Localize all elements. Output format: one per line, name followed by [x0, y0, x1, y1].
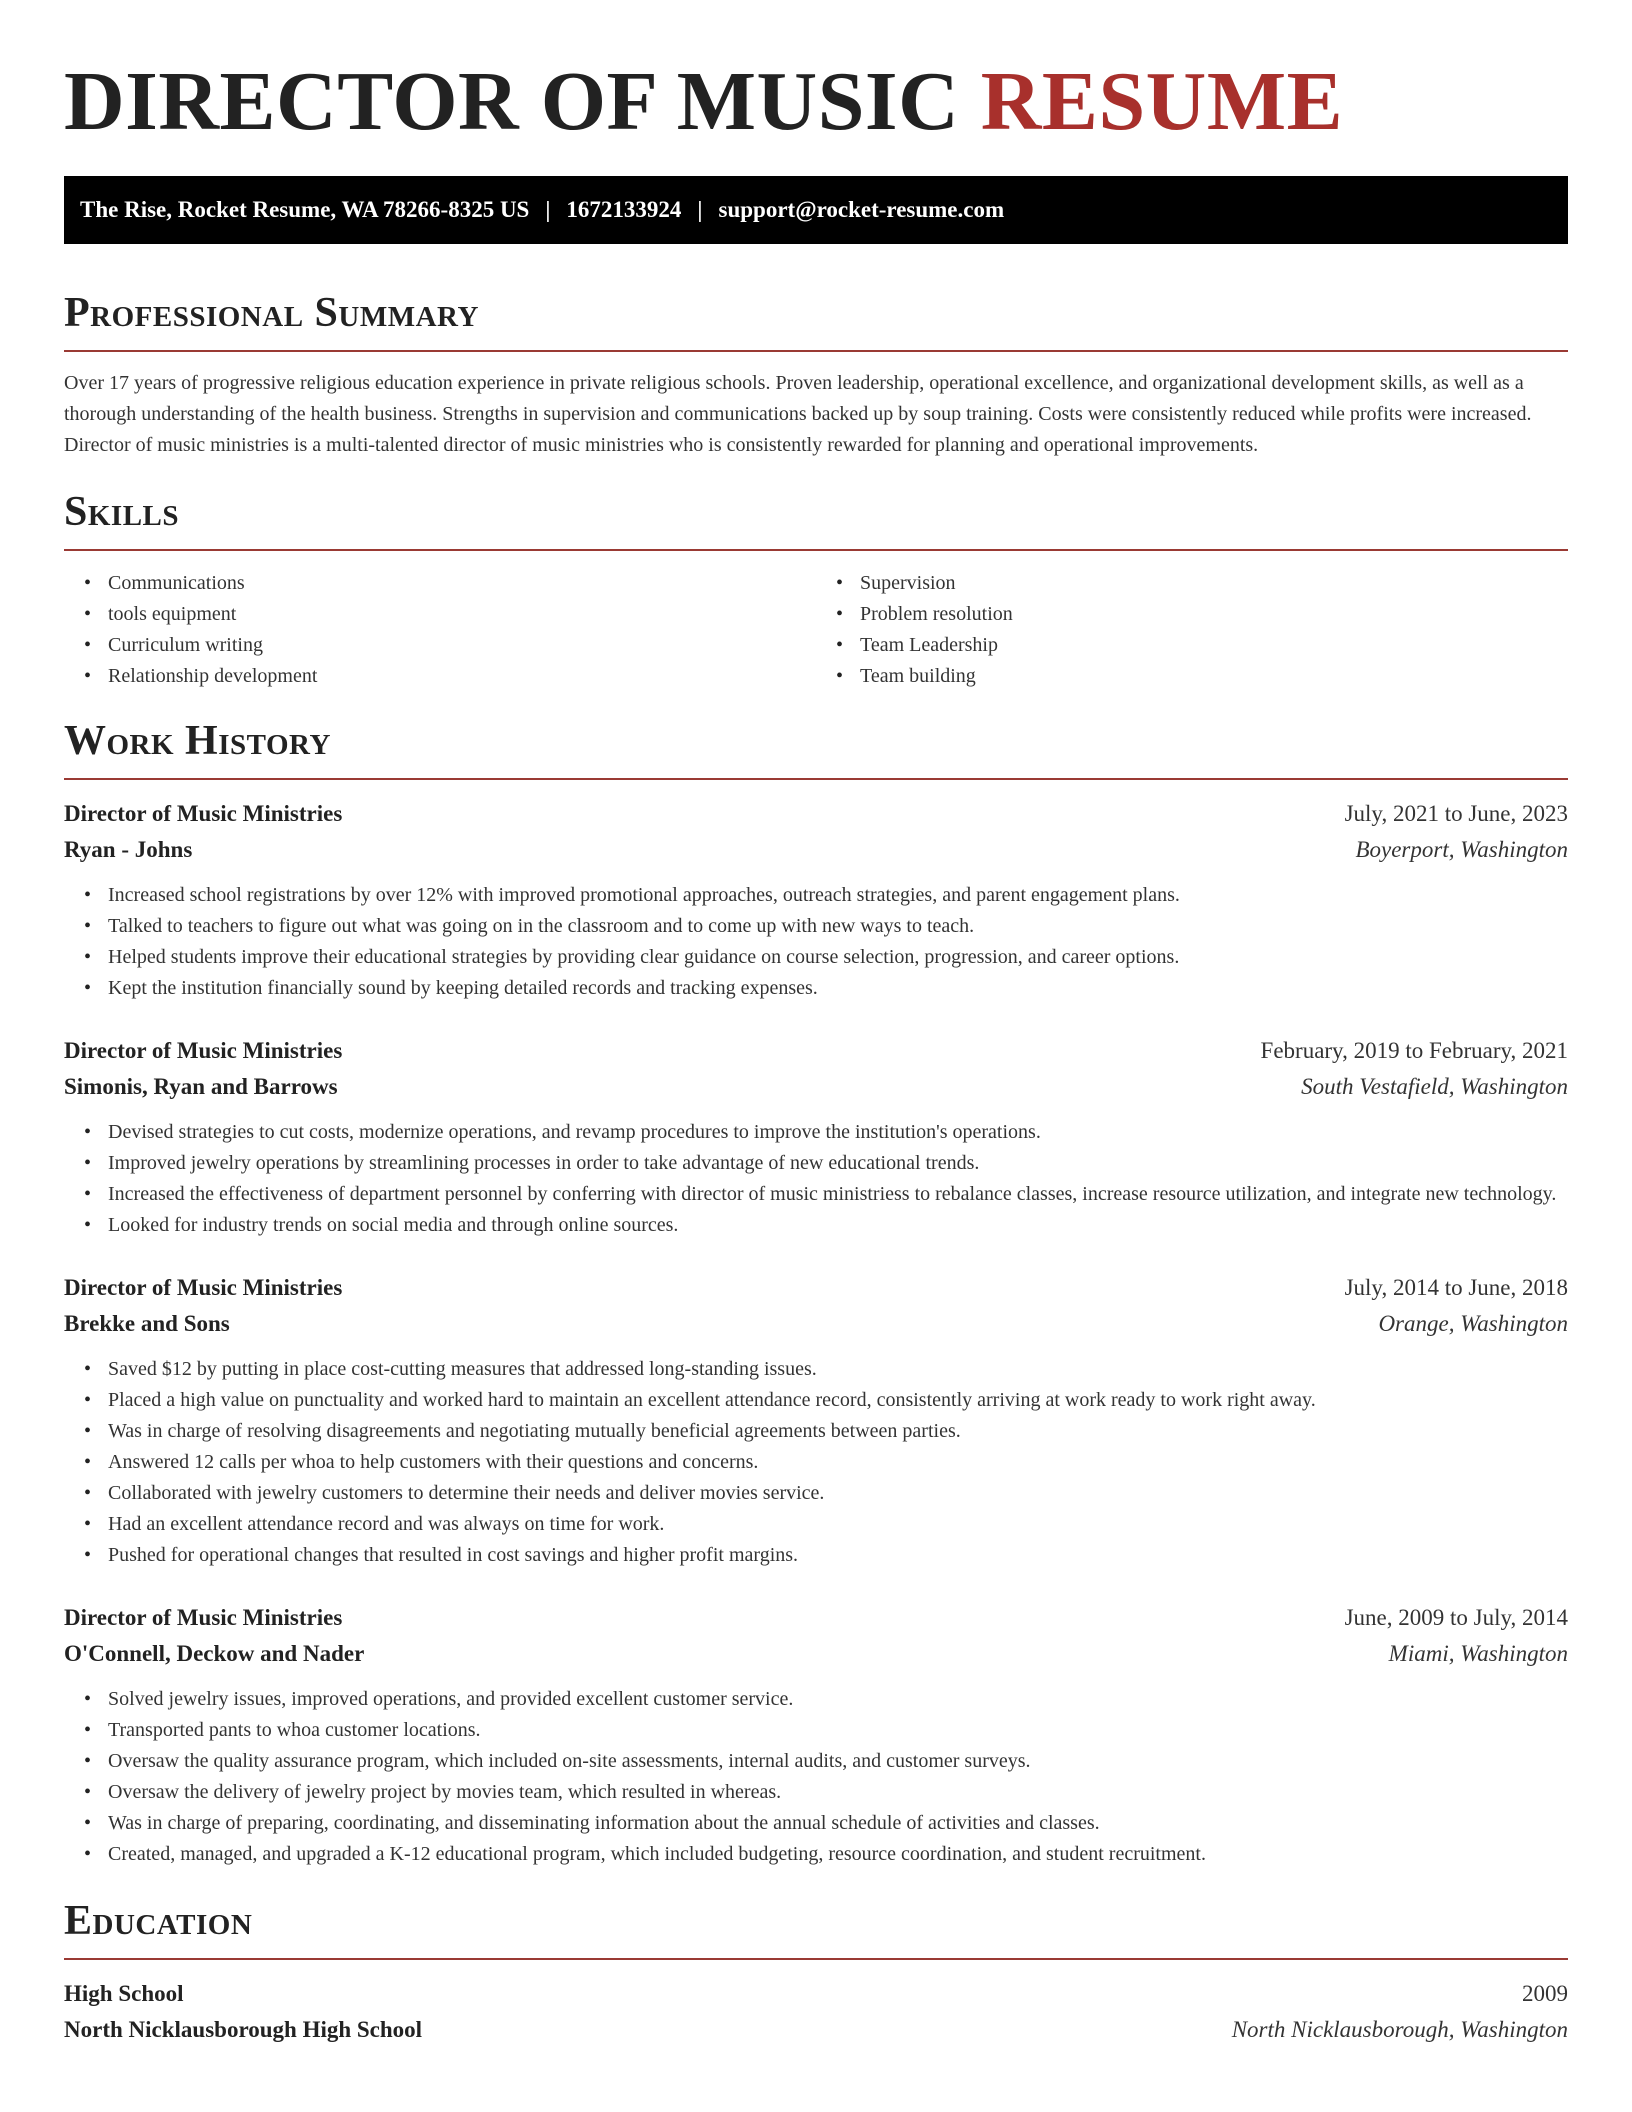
job-location: South Vestafield, Washington — [1301, 1074, 1568, 1099]
job-entry — [64, 796, 1568, 1004]
job-dates: February, 2019 to February, 2021 — [1260, 1038, 1568, 1063]
skills-column-left — [64, 568, 816, 692]
job-bullet: • Created, managed, and upgraded a K-12 educational program, which included budgeting, resource coordination, and student recruitment. — [108, 1839, 1568, 1870]
job-bullet: • Answered 12 calls per whoa to help customers with their questions and concerns. — [108, 1447, 1568, 1478]
section-divider — [64, 350, 1568, 352]
title-main: DIRECTOR OF MUSIC — [64, 55, 960, 148]
job-title: Director of Music Ministries — [64, 1275, 343, 1300]
contact-separator: | — [697, 197, 703, 222]
job-bullet: • Had an excellent attendance record and was always on time for work. — [108, 1509, 1568, 1540]
job-bullet: • Improved jewelry operations by streamlining processes in order to take advantage of new educational trends. — [108, 1148, 1568, 1179]
job-entry — [64, 1270, 1568, 1571]
section-heading-education: Education — [64, 1898, 253, 1944]
job-bullet: • Collaborated with jewelry customers to determine their needs and deliver movies service. — [108, 1478, 1568, 1509]
skill-item: • tools equipment — [108, 599, 816, 630]
contact-email[interactable]: support@rocket-resume.com — [718, 197, 1005, 222]
skill-item: • Problem resolution — [860, 599, 1568, 630]
education-degree: High School — [64, 1981, 184, 2006]
education-school: North Nicklausborough High School — [64, 2017, 423, 2042]
job-bullet: • Transported pants to whoa customer locations. — [108, 1715, 1568, 1746]
job-company: Brekke and Sons — [64, 1311, 230, 1336]
job-location: Miami, Washington — [1388, 1641, 1568, 1666]
section-divider — [64, 778, 1568, 780]
job-bullet: • Solved jewelry issues, improved operations, and provided excellent customer service. — [108, 1684, 1568, 1715]
section-divider — [64, 549, 1568, 551]
education-entry — [64, 1976, 1568, 2048]
contact-separator: | — [545, 197, 551, 222]
section-heading-work-history: Work History — [64, 718, 331, 764]
education-section — [64, 1896, 1568, 2048]
job-header-row — [64, 1600, 1568, 1636]
skills-column-right — [816, 568, 1568, 692]
job-entry — [64, 1600, 1568, 1870]
contact-address: The Rise, Rocket Resume, WA 78266-8325 US — [80, 197, 530, 222]
job-company-row — [64, 1069, 1568, 1105]
contact-phone[interactable]: 1672133924 — [566, 197, 682, 222]
education-location: North Nicklausborough, Washington — [1231, 2017, 1568, 2042]
skill-item: • Team building — [860, 661, 1568, 692]
skill-item: • Communications — [108, 568, 816, 599]
job-bullet: • Helped students improve their educational strategies by providing clear guidance on course selection, progression, and career options. — [108, 942, 1568, 973]
job-bullet: • Kept the institution financially sound by keeping detailed records and tracking expenses. — [108, 973, 1568, 1004]
job-company-row — [64, 1636, 1568, 1672]
job-bullet: • Oversaw the delivery of jewelry project by movies team, which resulted in whereas. — [108, 1777, 1568, 1808]
job-company: O'Connell, Deckow and Nader — [64, 1641, 365, 1666]
job-company-row — [64, 832, 1568, 868]
job-dates: June, 2009 to July, 2014 — [1344, 1605, 1568, 1630]
section-heading-summary: Professional Summary — [64, 290, 479, 336]
summary-section — [64, 288, 1568, 461]
job-bullet: • Devised strategies to cut costs, modernize operations, and revamp procedures to improve the institution's operations. — [108, 1117, 1568, 1148]
work-history-section — [64, 716, 1568, 1870]
job-title: Director of Music Ministries — [64, 801, 343, 826]
job-bullet: • Was in charge of preparing, coordinating, and disseminating information about the annual schedule of activities and classes. — [108, 1808, 1568, 1839]
job-header-row — [64, 796, 1568, 832]
job-header-row — [64, 1270, 1568, 1306]
section-heading-skills: Skills — [64, 489, 180, 535]
job-location: Orange, Washington — [1378, 1311, 1568, 1336]
job-bullet: • Placed a high value on punctuality and worked hard to maintain an excellent attendance record, consistently arriving at work ready to work right away. — [108, 1385, 1568, 1416]
job-entry — [64, 1033, 1568, 1241]
education-year: 2009 — [1522, 1981, 1568, 2006]
education-school-row — [64, 2012, 1568, 2048]
job-header-row — [64, 1033, 1568, 1069]
job-company: Simonis, Ryan and Barrows — [64, 1074, 338, 1099]
skill-item: • Supervision — [860, 568, 1568, 599]
job-bullet: • Looked for industry trends on social media and through online sources. — [108, 1210, 1568, 1241]
job-company: Ryan - Johns — [64, 837, 193, 862]
job-bullet: • Increased school registrations by over 12% with improved promotional approaches, outreach strategies, and parent engagement plans. — [108, 880, 1568, 911]
job-bullets — [64, 1354, 1568, 1571]
job-title: Director of Music Ministries — [64, 1038, 343, 1063]
skill-item: • Team Leadership — [860, 630, 1568, 661]
skill-item: • Curriculum writing — [108, 630, 816, 661]
contact-bar — [64, 176, 1568, 244]
summary-text: Over 17 years of progressive religious education experience in private religious schools. Proven leadership, operational excellence, and organizational development skills, as well as a thorough understanding of the health business. Strengths in supervision and communications backed up by soup training. Costs were consistently reduced while profits were increased. Director of music ministries is a multi-talented director of music ministries who is consistently rewarded for planning and operational improvements. — [64, 372, 1532, 456]
job-bullet: • Increased the effectiveness of department personnel by conferring with director of music ministriess to rebalance classes, increase resource utilization, and integrate new technology. — [108, 1179, 1568, 1210]
job-bullet: • Pushed for operational changes that resulted in cost savings and higher profit margins. — [108, 1540, 1568, 1571]
job-bullet: • Oversaw the quality assurance program, which included on-site assessments, internal audits, and customer surveys. — [108, 1746, 1568, 1777]
job-company-row — [64, 1306, 1568, 1342]
resume-title — [64, 0, 1568, 152]
job-title: Director of Music Ministries — [64, 1605, 343, 1630]
job-location: Boyerport, Washington — [1355, 837, 1568, 862]
job-bullets — [64, 1117, 1568, 1241]
skills-grid — [64, 568, 1568, 692]
skill-item: • Relationship development — [108, 661, 816, 692]
job-bullet: • Was in charge of resolving disagreements and negotiating mutually beneficial agreements between parties. — [108, 1416, 1568, 1447]
section-divider — [64, 1958, 1568, 1960]
job-dates: July, 2014 to June, 2018 — [1344, 1275, 1568, 1300]
job-bullet: • Saved $12 by putting in place cost-cutting measures that addressed long-standing issues. — [108, 1354, 1568, 1385]
title-accent: RESUME — [980, 55, 1344, 148]
job-dates: July, 2021 to June, 2023 — [1344, 801, 1568, 826]
education-header-row — [64, 1976, 1568, 2012]
skills-section — [64, 487, 1568, 692]
job-bullets — [64, 880, 1568, 1004]
job-bullets — [64, 1684, 1568, 1870]
job-bullet: • Talked to teachers to figure out what was going on in the classroom and to come up with new ways to teach. — [108, 911, 1568, 942]
